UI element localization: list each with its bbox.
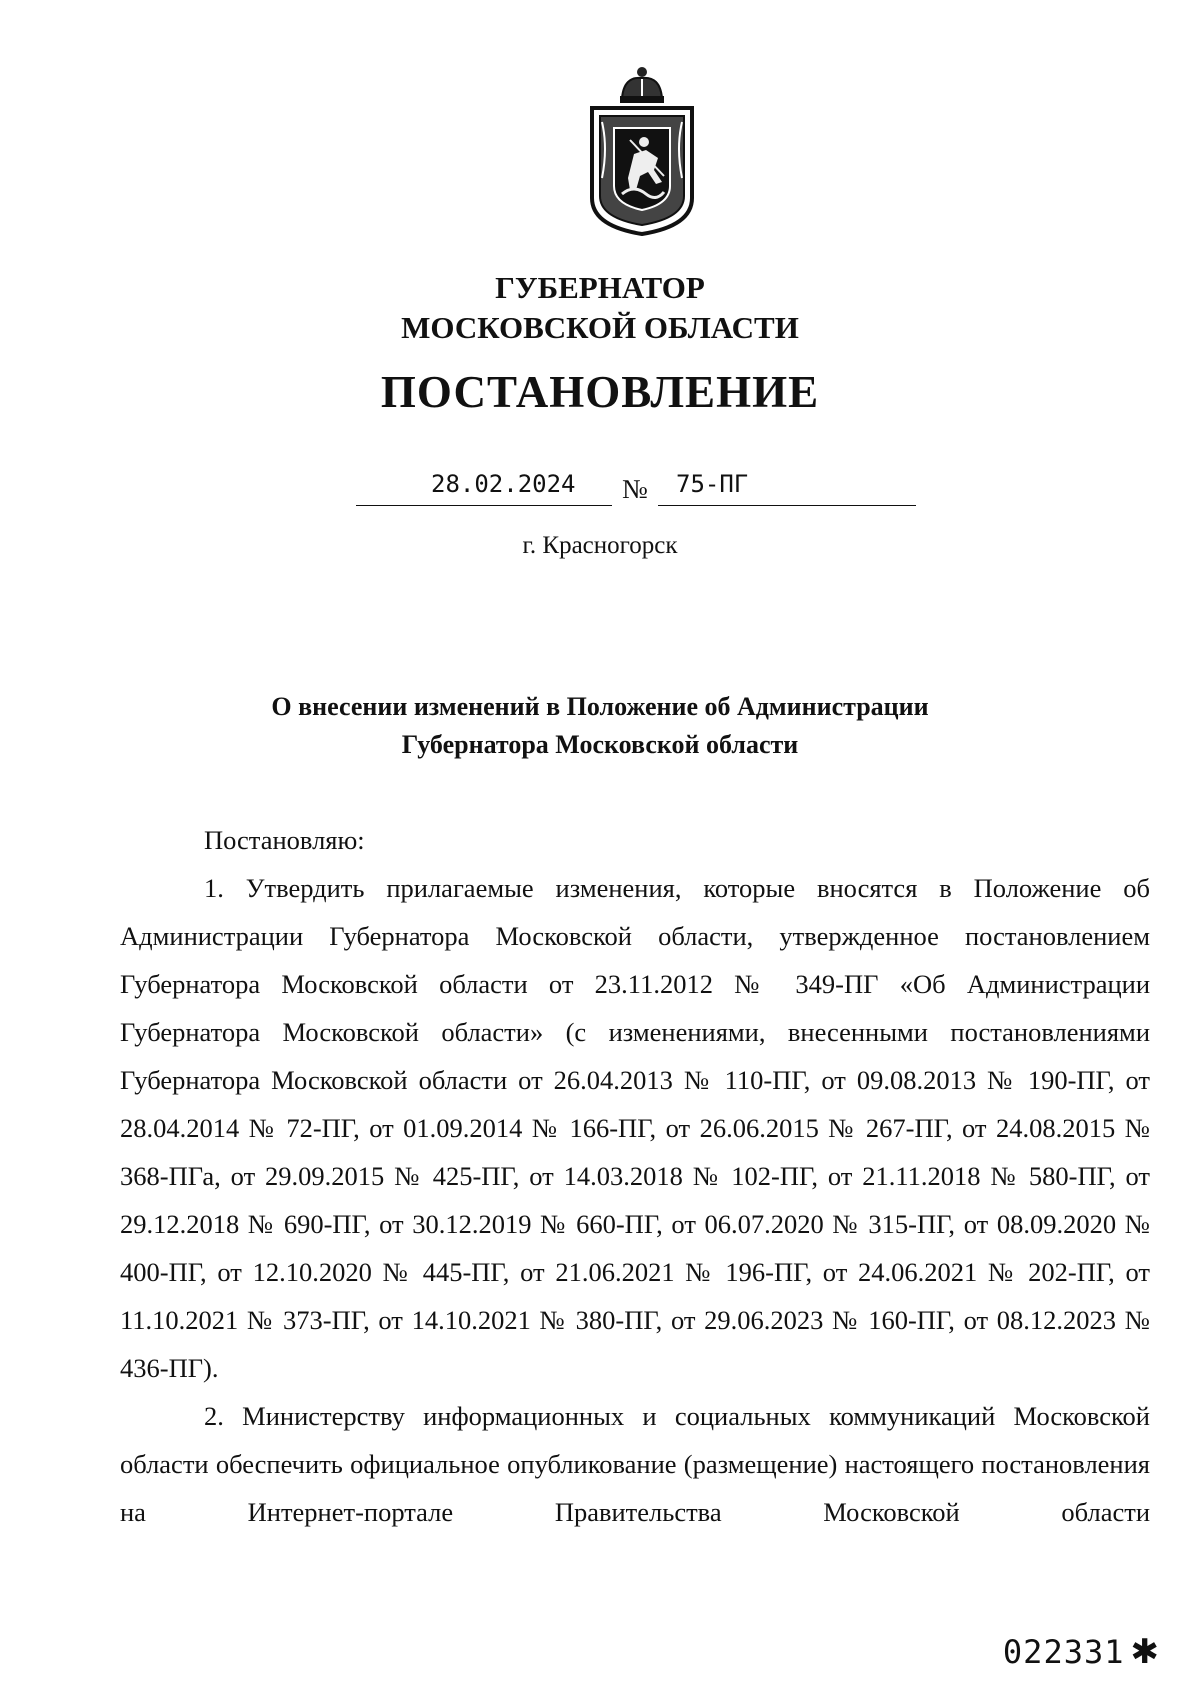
date-number-line <box>356 470 916 510</box>
subject-line-1: О внесении изменений в Положение об Администрации <box>271 692 929 721</box>
issuer-line-1: ГУБЕРНАТОР <box>495 270 705 305</box>
document-body <box>120 816 1150 1536</box>
document-date: 28.02.2024 <box>431 470 576 498</box>
asterisk-mark-icon: ✱ <box>1130 1632 1160 1672</box>
date-underline <box>356 505 612 506</box>
paragraph-2: 2. Министерству информационных и социальных коммуникаций Московской области обеспечить официальное опубликование (размещение) настоящего постановления на Интернет-портале Правительства Московской области <box>120 1401 1150 1527</box>
document-city: г. Красногорск <box>522 532 678 559</box>
document-subject <box>0 688 1200 764</box>
paragraph-1: 1. Утвердить прилагаемые изменения, которые вносятся в Положение об Администрации Губернатора Московской области, утвержденное постановлением Губернатора Московской области от 23.11.2012 № 349-ПГ «Об Администрации Губернатора Московской области» (с изменениями, внесенными постановлениями Губернатора Московской области от 26.04.2013 № 110-ПГ, от 09.08.2013 № 190-ПГ, от 28.04.2014 № 72-ПГ, от 01.09.2014 № 166-ПГ, от 26.06.2015 № 267-ПГ, от 24.08.2015 № 368-ПГа, от 29.09.2015 № 425-ПГ, от 14.03.2018 № 102-ПГ, от 21.11.2018 № 580-ПГ, от 29.12.2018 № 690-ПГ, от 30.12.2019 № 660-ПГ, от 06.07.2020 № 315-ПГ, от 08.09.2020 № 400-ПГ, от 12.10.2020 № 445-ПГ, от 21.06.2021 № 196-ПГ, от 24.06.2021 № 202-ПГ, от 11.10.2021 № 373-ПГ, от 14.10.2021 № 380-ПГ, от 29.06.2023 № 160-ПГ, от 08.12.2023 № 436-ПГ). <box>120 873 1150 1383</box>
issuer-line-2: МОСКОВСКОЙ ОБЛАСТИ <box>401 310 799 345</box>
document-number: 75-ПГ <box>676 470 749 498</box>
document-type: ПОСТАНОВЛЕНИЕ <box>380 367 820 417</box>
subject-line-2: Губернатора Московской области <box>401 730 799 759</box>
number-underline <box>658 505 916 506</box>
intro-paragraph: Постановляю: <box>204 825 365 855</box>
form-serial-number <box>1003 1632 1160 1672</box>
number-sign: № <box>622 474 648 504</box>
coat-of-arms-icon <box>572 58 712 238</box>
issuer-name <box>0 268 1200 348</box>
serial-code: 022331 <box>1002 1633 1125 1671</box>
